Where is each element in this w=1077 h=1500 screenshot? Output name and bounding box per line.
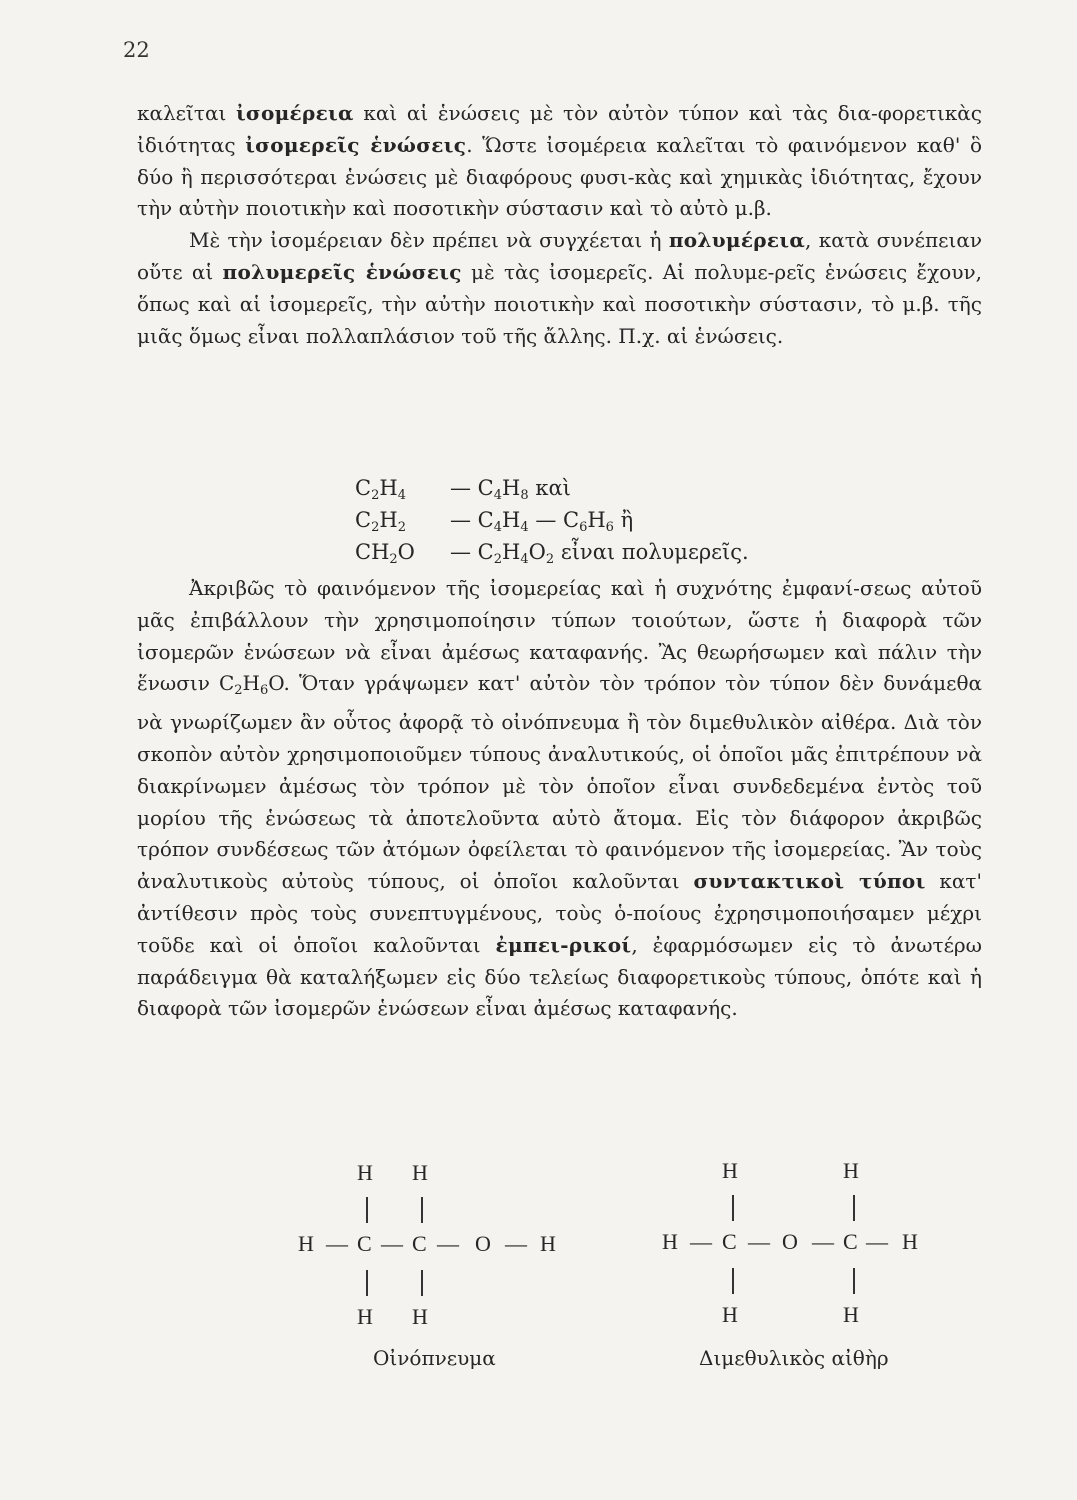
bond: — [326, 1231, 348, 1256]
term-polymereis-enoseis: πολυμερεῖς ἑνώσεις [222, 259, 462, 284]
atom-h: H [412, 1160, 428, 1185]
atom-h: H [843, 1302, 859, 1327]
page-number: 22 [123, 38, 150, 62]
bond-vertical [421, 1270, 423, 1296]
paragraph-polymerism: Μὲ τὴν ἰσομέρειαν δὲν πρέπει νὰ συγχέεται ἡ πολυμέρεια, κατὰ συνέπειαν οὔτε αἱ πολυμερεῖς ἑνώσεις μὲ τὰς ἰσομερεῖς. Αἱ πολυμε-ρεῖς ἑνώσεις ἔχουν, ὅπως καὶ αἱ ἰσομερεῖς, τὴν αὐτὴν ποιοτικὴν καὶ ποσοτικὴν σύστασιν, τὸ μ.β. τῆς μιᾶς ὅμως εἶναι πολλαπλάσιον τοῦ τῆς ἄλλης. Π.χ. αἱ ἑνώσεις. [137, 228, 982, 348]
atom-o: O [475, 1231, 491, 1256]
atom-h: H [722, 1158, 738, 1183]
term-syntaktikoi-typoi: συντακτικοὶ τύποι [693, 869, 926, 894]
atom-h: H [843, 1158, 859, 1183]
bond-vertical [366, 1270, 368, 1296]
text-bottom [137, 573, 982, 1025]
atom-h: H [412, 1304, 428, 1329]
paragraph-structural-formulas: Ἀκριβῶς τὸ φαινόμενον τῆς ἰσομερείας καὶ ἡ συχνότης ἐμφανί-σεως αὐτοῦ μᾶς ἐπιβάλλουν τὴν χρησιμοποίησιν τύπων τοιούτων, ὥστε ἡ διαφορὰ τῶν ἰσομερῶν ἑνώσεων νὰ εἶναι ἀμέσως καταφανής. Ἂς θεωρήσωμεν καὶ πάλιν τὴν ἕνωσιν $C_2H_6O$. Ὅταν γράψωμεν κατ' αὐτὸν τὸν τρόπον τὸν τύπον δὲν δυνάμεθα νὰ γνωρίζωμεν ἂν οὗτος ἀφορᾷ τὸ οἰνόπνευμα ἢ τὸν διμεθυλικὸν αἰθέρα. Διὰ τὸν σκοπὸν αὐτὸν χρησιμοποιοῦμεν τύπους ἀναλυτικούς, οἱ ὁποῖοι μᾶς ἐπιτρέπουν νὰ διακρίνωμεν ἀμέσως τὸν τρόπον μὲ τὸν ὁποῖον εἶναι συνδεδεμένα ἐντὸς τοῦ μορίου τῆς ἑνώσεως τὰ ἀποτελοῦντα αὐτὸ ἄτομα. Εἰς τὸν διάφορον ἀκριβῶς τρόπον συνδέσεως τῶν ἀτόμων ὀφείλεται τὸ φαινόμενον τῆς ἰσομερείας. Ἂν τοὺς ἀναλυτικοὺς αὐτοὺς τύπους, οἱ ὁποῖοι καλοῦνται συντακτικοὶ τύποι κατ' ἀντίθεσιν πρὸς τοὺς συνεπτυγμένους, τοὺς ὁ-ποίους ἐχρησιμοποιήσαμεν μέχρι τοῦδε καὶ οἱ ὁποῖοι καλοῦνται ἐμπει-ρικοί, ἐφαρμόσωμεν εἰς τὸ ἀνωτέρω παράδειγμα θὰ καταλήξωμεν εἰς δύο τελείως διαφορετικοὺς τύπους, ὁπότε καὶ ἡ διαφορὰ τῶν ἰσομερῶν ἑνώσεων εἶναι ἀμέσως καταφανής. [137, 576, 982, 1021]
bond-vertical [853, 1195, 855, 1221]
bond: — [748, 1229, 770, 1254]
term-isomereia: ἰσομέρεια [235, 101, 354, 125]
atom-h: H [722, 1302, 738, 1327]
atom-c: C [722, 1229, 737, 1254]
atom-c: C [357, 1231, 372, 1256]
paragraph-isomerism: καλεῖται ἰσομέρεια καὶ αἱ ἑνώσεις μὲ τὸν αὐτὸν τύπον καὶ τὰς δια-φορετικὰς ἰδιότητας ἰσομερεῖς ἑνώσεις. Ὥστε ἰσομέρεια καλεῖται τὸ φαινόμενον καθ' ὃ δύο ἢ περισσότεραι ἑνώσεις μὲ διαφόρους φυσι-κὰς καὶ χημικὰς ἰδιότητας, ἔχουν τὴν αὐτὴν ποιοτικὴν καὶ ποσοτικὴν σύστασιν καὶ τὸ αὐτὸ μ.β. [137, 101, 983, 221]
atom-h: H [357, 1160, 373, 1185]
bond: — [866, 1229, 888, 1254]
atom-c: C [412, 1231, 427, 1256]
bond-vertical [732, 1268, 734, 1294]
atom-c: C [843, 1229, 858, 1254]
bond-vertical [421, 1197, 423, 1223]
bond: — [690, 1229, 712, 1254]
bond-vertical [732, 1195, 734, 1221]
bond: — [437, 1231, 459, 1256]
bond-vertical [853, 1268, 855, 1294]
atom-h: H [902, 1229, 918, 1254]
text-top [137, 98, 982, 352]
term-polymereia: πολυμέρεια [668, 228, 806, 253]
atom-h: H [662, 1229, 678, 1254]
caption-dimethyl-ether: Διμεθυλικὸς αἰθὴρ [699, 1346, 889, 1370]
bond-vertical [366, 1197, 368, 1223]
atom-o: O [782, 1229, 798, 1254]
atom-h: H [357, 1304, 373, 1329]
term-empeirikoi: ἐμπει-ρικοί [495, 932, 632, 957]
term-isomereis-enoseis: ἰσομερεῖς ἑνώσεις [245, 132, 467, 157]
bond: — [812, 1229, 834, 1254]
caption-ethanol: Οἰνόπνευμα [373, 1346, 496, 1370]
atom-h: H [540, 1231, 556, 1256]
bond: — [505, 1231, 527, 1256]
bond: — [381, 1231, 403, 1256]
atom-h: H [298, 1231, 314, 1256]
